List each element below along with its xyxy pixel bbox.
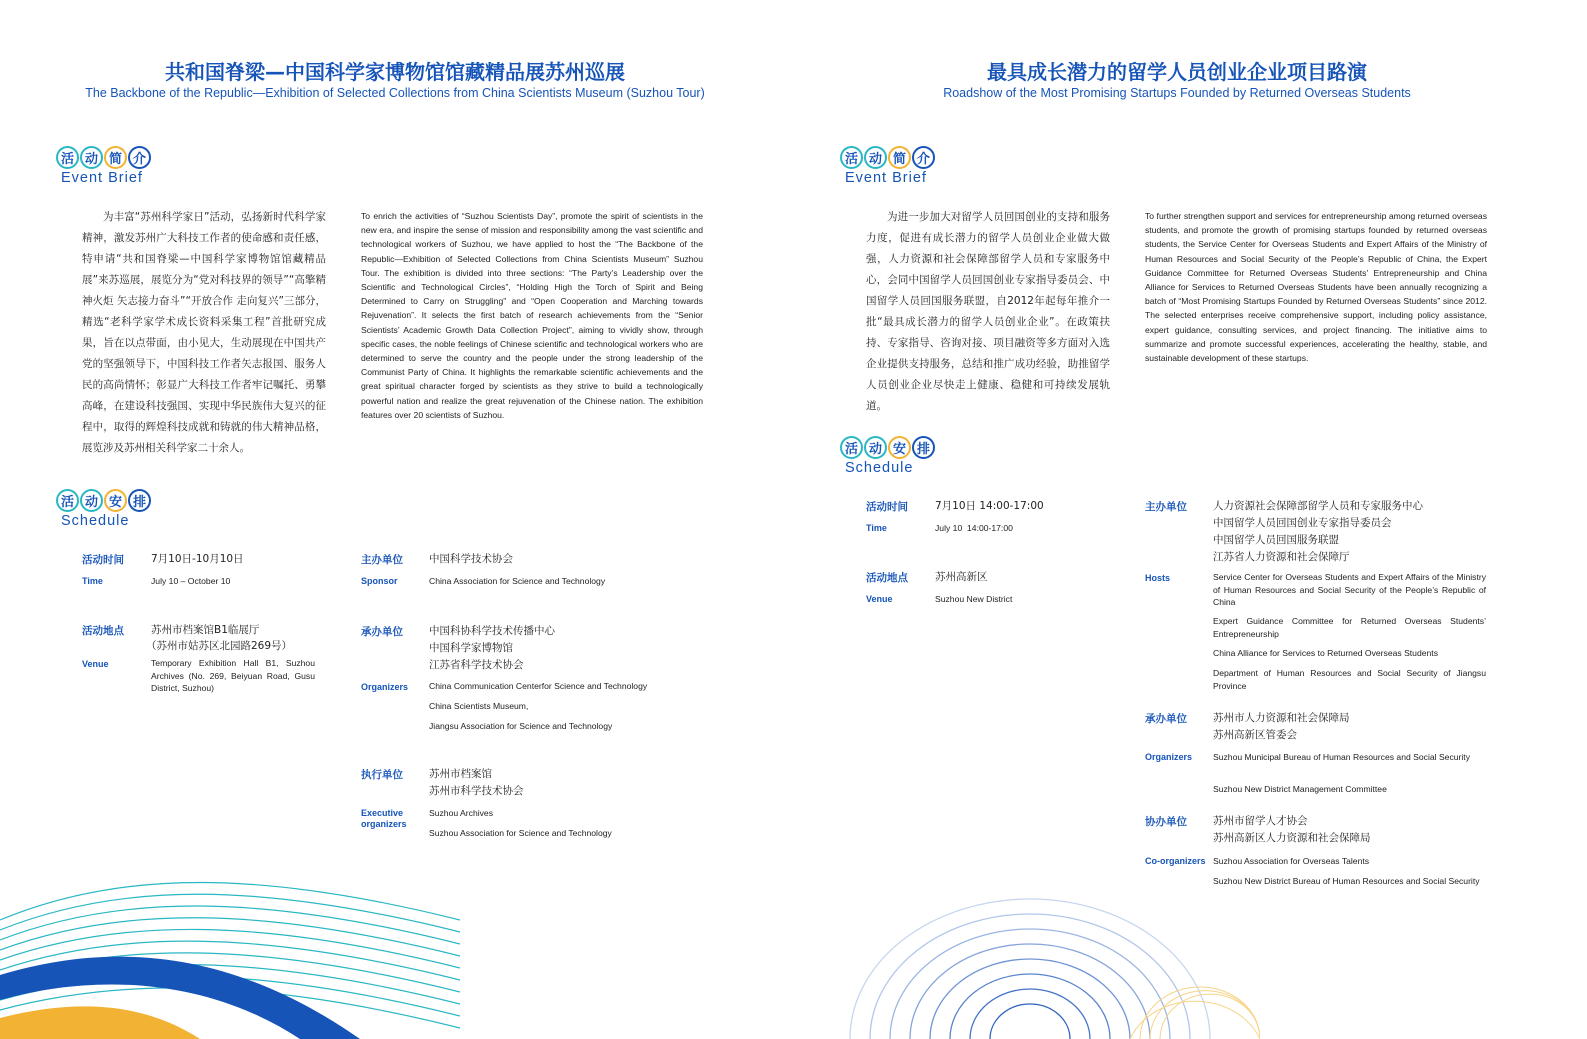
left-title-en: The Backbone of the Republic—Exhibition of Selected Collections from China Scientists Museum (Suzhou Tour) [85,86,705,100]
right-co-en-1: Suzhou Association for Overseas Talents [1213,856,1370,866]
right-hosts-label-cn: 主办单位 [1145,501,1187,513]
right-hosts-en-2: Expert Guidance Committee for Returned Overseas Students’ Entrepreneurship [1213,616,1486,639]
right-co-en-2: Suzhou New District Bureau of Human Resources and Social Security [1213,876,1480,886]
left-sponsor-cn: 中国科学技术协会 [429,553,513,565]
right-org-cn-1: 苏州市人力资源和社会保障局 [1213,712,1350,724]
right-venue-en: Suzhou New District [935,594,1013,604]
right-hosts-en-4: Department of Human Resources and Social Security of Jiangsu Province [1213,668,1486,691]
heading-char: 活 [56,146,79,169]
heading-char: 活 [840,146,863,169]
heading-char: 排 [912,436,935,459]
left-org-cn-3: 江苏省科学技术协会 [429,659,524,671]
right-title-en: Roadshow of the Most Promising Startups Founded by Returned Overseas Students [943,86,1411,100]
left-venue-en: Temporary Exhibition Hall B1, Suzhou Archives (No. 269, Beiyuan Road, Gusu District, Suzhou) [151,658,315,693]
right-title-cn: 最具成长潜力的留学人员创业企业项目路演 [987,60,1367,84]
left-schedule-heading [56,489,151,529]
left-org-en-2: China Scientists Museum, [429,701,529,711]
left-org-cn-2: 中国科学家博物馆 [429,642,513,654]
right-hosts-cn-3: 中国留学人员回国服务联盟 [1213,534,1339,546]
heading-char: 动 [80,489,103,512]
heading-char: 简 [888,146,911,169]
right-org-en-1: Suzhou Municipal Bureau of Human Resources and Social Security [1213,752,1470,762]
heading-char: 动 [864,146,887,169]
heading-char: 动 [80,146,103,169]
right-co-cn-2: 苏州高新区人力资源和社会保障局 [1213,832,1371,844]
right-co-label-en: Co-organizers [1145,856,1206,866]
left-org-label-en: Organizers [361,682,409,692]
right-org-en-2: Suzhou New District Management Committee [1213,784,1387,794]
left-venue-cn-1: 苏州市档案馆B1临展厅 [151,624,260,636]
right-time-label-cn: 活动时间 [866,501,908,513]
left-org-label-cn: 承办单位 [361,626,403,638]
left-org-en-3: Jiangsu Association for Science and Technology [429,721,613,731]
left-venue-label-cn: 活动地点 [82,625,124,637]
right-hosts-cn-2: 中国留学人员回国创业专家指导委员会 [1213,517,1392,529]
right-hosts-cn-1: 人力资源社会保障部留学人员和专家服务中心 [1213,500,1423,512]
left-time-label-en: Time [82,576,103,586]
left-venue-cn-2: （苏州市姑苏区北园路269号） [146,640,293,652]
heading-char: 排 [128,489,151,512]
left-exec-label-en-2: organizers [361,819,407,829]
left-org-cn-1: 中国科协科学技术传播中心 [429,625,555,637]
heading-char: 动 [864,436,887,459]
right-hosts-label-en: Hosts [1145,573,1171,583]
right-brief-heading-en: Event Brief [845,170,927,186]
left-schedule-heading-en: Schedule [61,513,130,529]
left-sponsor-label-cn: 主办单位 [361,554,403,566]
left-wave-decoration [0,860,460,1039]
heading-char: 安 [888,436,911,459]
left-time-label-cn: 活动时间 [82,554,124,566]
left-time-cn: 7月10日-10月10日 [151,553,244,565]
left-brief-heading-en: Event Brief [61,170,143,186]
left-exec-en-2: Suzhou Association for Science and Technology [429,828,612,838]
heading-char: 介 [912,146,935,169]
left-title-cn: 共和国脊梁—中国科学家博物馆馆藏精品展苏州巡展 [165,60,625,84]
right-org-label-en: Organizers [1145,752,1193,762]
right-schedule-heading [840,436,935,476]
left-exec-en-1: Suzhou Archives [429,808,494,818]
heading-char: 简 [104,146,127,169]
left-exec-cn-1: 苏州市档案馆 [429,768,492,780]
heading-char: 安 [104,489,127,512]
right-venue-label-cn: 活动地点 [866,572,908,584]
left-brief-cn: 为丰富“苏州科学家日”活动，弘扬新时代科学家精神，激发苏州广大科技工作者的使命感和责任感，特申请“共和国脊梁—中国科学家博物馆馆藏精品展”来苏巡展，展览分为“党对科技界的领导”“高擎精神火炬 矢志接力奋斗”“开放合作 走向复兴”三部分，精选“老科学家学术成长资料采集工程”首批研究成果，旨在以点带面，由小见大，生动展现在中国共产党的坚强领导下，中国科技工作者矢志报国、服务人民的高尚情怀；彰显广大科技工作者牢记嘱托、勇攀高峰，在建设科技强国、实现中华民族伟大复兴的征程中，取得的辉煌科技成就和铸就的伟大精神品格，展览涉及苏州相关科学家二十余人。 [82,211,326,454]
heading-char: 介 [128,146,151,169]
right-org-label-cn: 承办单位 [1145,713,1187,725]
right-brief-heading [840,146,935,186]
right-arc-decoration [840,890,1260,1039]
right-hosts-en-1: Service Center for Overseas Students and Expert Affairs of the Ministry of Human Resources and Social Security of the People’s Republic of China [1213,572,1486,607]
left-time-en: July 10 – October 10 [151,576,231,586]
left-venue-label-en: Venue [82,659,109,669]
right-hosts-en-3: China Alliance for Services to Returned Overseas Students [1213,648,1438,658]
right-venue-label-en: Venue [866,594,893,604]
right-brief-cn: 为进一步加大对留学人员回国创业的支持和服务力度，促进有成长潜力的留学人员创业企业做大做强，人力资源和社会保障部留学人员和专家服务中心，会同中国留学人员回国创业专家指导委员会、中国留学人员回国服务联盟，自2012年起每年推介一批“最具成长潜力的留学人员创业企业”。在政策扶持、专家指导、咨询对接、项目融资等多方面对入选企业提供支持服务，总结和推广成功经验，助推留学人员创业企业尽快走上健康、稳健和可持续发展轨道。 [866,211,1110,412]
left-exec-label-en-1: Executive [361,808,404,818]
left-sponsor-label-en: Sponsor [361,576,398,586]
right-venue-cn: 苏州高新区 [935,571,988,583]
left-brief-heading [56,146,151,186]
right-time-cn: 7月10日 14:00-17:00 [935,500,1044,512]
heading-char: 活 [840,436,863,459]
right-hosts-cn-4: 江苏省人力资源和社会保障厅 [1213,551,1350,563]
right-brief-en: To further strengthen support and services for entrepreneurship among returned overseas students, and promote the growth of promising startups founded by returned overseas students, the Service Center for Overseas Students and Expert Affairs of the Ministry of Human Resources and Social Security of the People’s Republic of China, the Expert Guidance Committee for Returned Overseas Students’ Entrepreneurship and China Alliance for Services to Returned Overseas Students have been annually recognizing a batch of “Most Promising Startups Founded by Returned Overseas Students” since 2012. The selected enterprises receive comprehensive support, including policy assistance, expert guidance, consulting services, and project financing. The initiative aims to summarize and promote successful experiences, accelerating the healthy, stable, and sustainable development of these startups. [1145,211,1487,364]
right-schedule-heading-en: Schedule [845,460,914,476]
right-time-en: July 10 14:00-17:00 [935,523,1013,533]
left-exec-label-cn: 执行单位 [361,769,403,781]
left-exec-cn-2: 苏州市科学技术协会 [429,785,524,797]
left-sponsor-en: China Association for Science and Technology [429,576,606,586]
right-org-cn-2: 苏州高新区管委会 [1213,729,1297,741]
left-org-en-1: China Communication Centerfor Science and Technology [429,681,648,691]
left-brief-en: To enrich the activities of “Suzhou Scientists Day”, promote the spirit of scientists in the new era, and inspire the sense of mission and responsibility among the vast scientific and technological workers of Suzhou, we have applied to host the “The Backbone of the Republic—Exhibition of Selected Collections from China Scientists Museum” Suzhou Tour. The exhibition is divided into three sections: “The Party’s Leadership over the Scientific and Technological Circles”, “Holding High the Torch of Spirit and Being Determined to Carry on Struggling” and “Open Cooperation and Marching towards Rejuvenation”. It selects the first batch of research achievements from the “Senior Scientists’ Academic Growth Data Collection Project”, aiming to vividly show, through specific cases, the noble feelings of Chinese scientific and technological workers who are determined to serve the country and the people under the strong leadership of the Communist Party of China. It highlights the remarkable scientific achievements and the great spiritual character forged by scientists as they strive to build a technologically powerful nation and realize the great rejuvenation of the Chinese nation. The exhibition features over 20 scientists of Suzhou. [361,211,703,420]
right-co-label-cn: 协办单位 [1145,816,1187,828]
heading-char: 活 [56,489,79,512]
right-time-label-en: Time [866,523,887,533]
right-co-cn-1: 苏州市留学人才协会 [1213,815,1308,827]
